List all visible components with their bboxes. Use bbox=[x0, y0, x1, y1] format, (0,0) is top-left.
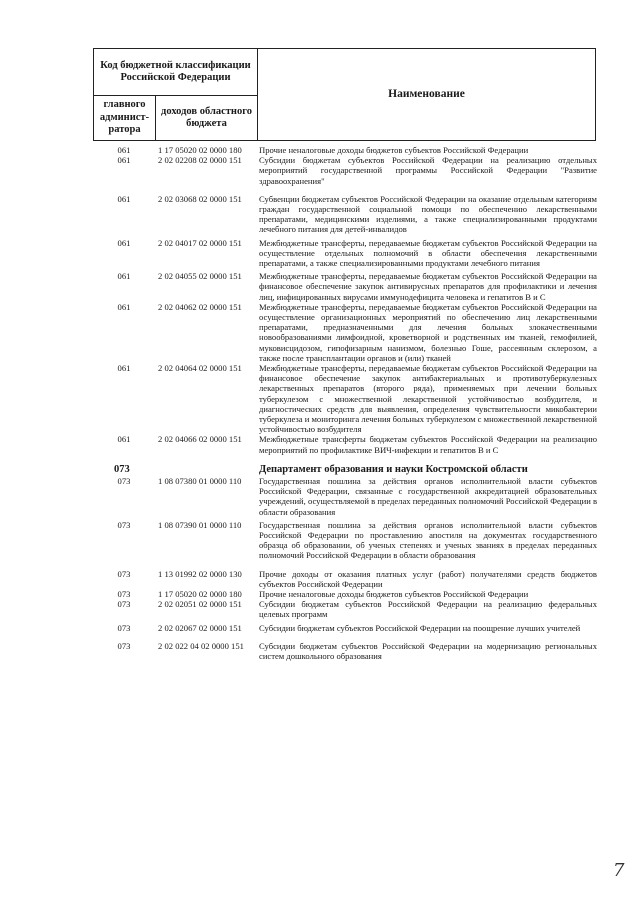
table-row: 073 1 08 07390 01 0000 110 Государственная пошлина за действия органов исполнительной власти субъектов Российской Федерации по проставлению апостиля на документах государственного образца об образовании, об ученых степенях и ученых званиях в пределах переданных полномочий Российской Федерации в области образования bbox=[117, 519, 597, 561]
section-title: Департамент образования и науки Костромской области bbox=[259, 463, 528, 475]
name-column-header: Наименование bbox=[258, 49, 596, 141]
table-row: 061 2 02 04064 02 0000 151 Межбюджетные трансферты, передаваемые бюджетам субъектов Российской Федерации на финансовое обеспечение закупок антибактериальных и противотуберкулезных лекарственных препаратов (второго ряда), применяемых при лечении больных туберкулезом с множественной лекарственной устойчивостью возбудителя, и диагностических средств для выявления, определения чувствительности микобактерии туберкулеза и мониторинга лечения больных туберкулезом с множественной лекарственной устойчивостью возбудителя bbox=[117, 363, 597, 435]
table-row: 073 1 13 01992 02 0000 130 Прочие доходы от оказания платных услуг (работ) получателями средств бюджетов субъектов Российской Федерации bbox=[117, 568, 597, 589]
table-row: 061 2 02 04017 02 0000 151 Межбюджетные трансферты, передаваемые бюджетам субъектов Российской Федерации на осуществление отдельных полномочий в области обеспечения лекарственными препаратами, а также специализированными продуктами лечебного питания bbox=[117, 237, 597, 269]
admin-column-header: главного админист-ратора bbox=[94, 96, 156, 141]
table-row: 061 2 02 04062 02 0000 151 Межбюджетные трансферты, передаваемые бюджетам субъектов Российской Федерации на осуществление организационных мероприятий по обеспечению лиц лекарственными препаратами, предназначенными для лечения больных злокачественными новообразованиями лимфоидной, кроветворной и родственных им тканей, гемофилией, муковисцидозом, гипофизарным нанизмом, болезнью Гоше, рассеянным склерозом, а также после трансплантации органов и (или) тканей bbox=[117, 301, 597, 363]
code-title-cell: Код бюджетной классификации Российской Федерации bbox=[94, 49, 258, 96]
table-body bbox=[93, 145, 603, 661]
table-row: 061 1 17 05020 02 0000 180 Прочие неналоговые доходы бюджетов субъектов Российской Федерации bbox=[117, 145, 529, 155]
table-row: 073 2 02 02051 02 0000 151 Субсидии бюджетам субъектов Российской Федерации на реализацию федеральных целевых программ bbox=[117, 599, 597, 620]
table-header bbox=[93, 48, 596, 141]
table-row: 073 2 02 02067 02 0000 151 Субсидии бюджетам субъектов Российской Федерации на поощрение лучших учителей bbox=[117, 622, 581, 633]
table-row: 061 2 02 02208 02 0000 151 Субсидии бюджетам субъектов Российской Федерации на реализацию отдельных мероприятий государственной программы Российской Федерации "Развитие здравоохранения" bbox=[117, 155, 597, 186]
section-admin-code: 073 bbox=[114, 463, 130, 475]
table-row: 061 2 02 04066 02 0000 151 Межбюджетные трансферты бюджетам субъектов Российской Федерации на реализацию мероприятий по профилактике ВИЧ-инфекции и гепатитов В и С bbox=[117, 434, 597, 455]
table-row: 061 2 02 04055 02 0000 151 Межбюджетные трансферты, передаваемые бюджетам субъектов Российской Федерации на финансовое обеспечение закупок антивирусных препаратов для профилактики и лечения лиц, инфицированных вирусами иммунодефицита человека и гепатитов В и С bbox=[117, 271, 597, 302]
table-row: 061 2 02 03068 02 0000 151 Субвенции бюджетам субъектов Российской Федерации на оказание отдельным категориям граждан государственной социальной помощи по обеспечению лекарственными препаратами, медицинскими изделиями, а также специализированными продуктами лечебного питания для детей-инвалидов bbox=[117, 193, 597, 235]
table-row: 073 2 02 022 04 02 0000 151 Субсидии бюджетам субъектов Российской Федерации на модернизацию региональных систем дошкольного образования bbox=[117, 640, 597, 661]
table-row: 073 1 17 05020 02 0000 180 Прочие неналоговые доходы бюджетов субъектов Российской Федерации bbox=[117, 588, 529, 599]
income-column-header: доходов областного бюджета bbox=[156, 96, 258, 141]
table-row: 073 1 08 07380 01 0000 110 Государственная пошлина за действия органов исполнительной власти субъектов Российской Федерации, связанные с государственной аккредитацией образовательных учреждений, осуществляемой в пределах переданных полномочий Российской Федерации в области образования bbox=[117, 475, 597, 517]
section-heading bbox=[93, 463, 603, 476]
page-number: 7 bbox=[613, 860, 625, 881]
